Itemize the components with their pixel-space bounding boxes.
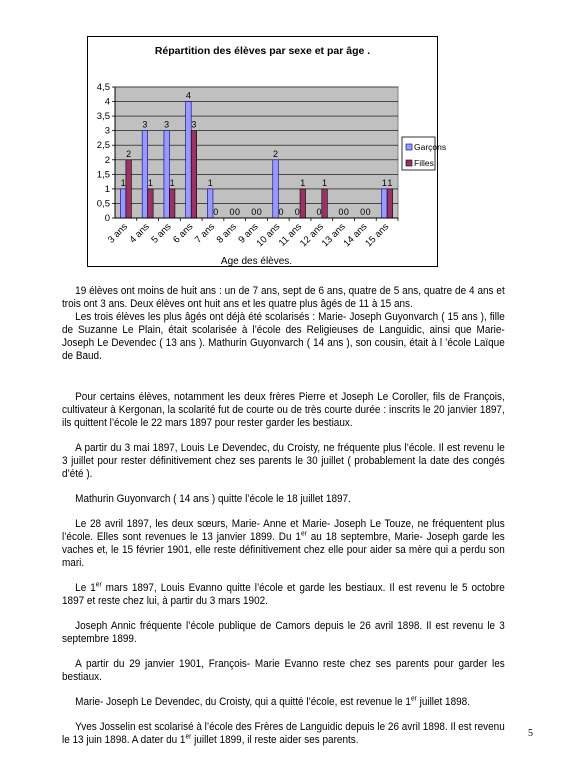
paragraph xyxy=(62,582,505,608)
data-label: 3 xyxy=(164,119,170,130)
data-label: 3 xyxy=(142,119,148,130)
data-label: 0 xyxy=(256,207,262,217)
x-tick-label: 9 ans xyxy=(236,221,261,246)
bar-garçons xyxy=(382,189,388,218)
bar-garçons xyxy=(186,102,192,218)
x-axis-label: Age des élèves. xyxy=(220,256,293,267)
plot-area xyxy=(115,87,398,218)
superscript: er xyxy=(300,530,307,538)
y-tick-label: 2,5 xyxy=(96,140,110,152)
data-label: 0 xyxy=(213,207,219,217)
bar-garçons xyxy=(207,189,213,218)
x-tick-label: 7 ans xyxy=(192,221,218,246)
paragraph xyxy=(62,518,505,570)
y-tick-label: 0 xyxy=(104,213,110,224)
data-label: 0 xyxy=(234,207,240,217)
paragraph: A partir du 29 janvier 1901, François- Marie Evanno reste chez ses parents pour garder les bestiaux. xyxy=(62,658,505,683)
paragraph: 19 élèves ont moins de huit ans : un de 7 ans, sept de 6 ans, quatre de 5 ans, quatre de 4 ans et trois ont 3 ans. Deux élèves ont huit ans et les quatre plus âgés de 11 à 15 ans. xyxy=(62,285,505,310)
paragraph-text: mars 1897, Louis Evanno quitte l’école et garde les bestiaux. Il est revenu le 5 octobre 1897 et reste chez lui, à partir du 3 mars 1902. xyxy=(62,582,505,607)
data-label: 1 xyxy=(169,177,175,188)
data-label: 1 xyxy=(322,177,328,188)
paragraph xyxy=(62,696,505,709)
x-tick-label: 12 ans xyxy=(297,221,326,250)
chart-container xyxy=(87,36,447,267)
y-tick-label: 3 xyxy=(104,125,110,137)
paragraph: A partir du 3 mai 1897, Louis Le Devendec, du Croisty, ne fréquente plus l’école. Il est revenu le 3 juillet pour rester définitivement chez ses parents le 30 juillet ( probablement la date des congés d’été ). xyxy=(62,442,505,480)
y-tick-label: 3,5 xyxy=(96,111,110,123)
legend-swatch xyxy=(406,144,412,150)
paragraph: Mathurin Guyonvarch ( 14 ans ) quitte l’école le 18 juillet 1897. xyxy=(75,493,351,505)
x-tick-label: 4 ans xyxy=(127,221,152,246)
x-tick-label: 8 ans xyxy=(214,221,239,246)
page-number: 5 xyxy=(528,728,533,739)
data-label: 1 xyxy=(300,177,306,188)
paragraph-text: Le 28 avril 1897, les deux sœurs, Marie- Anne et Marie- Joseph Le Touze, ne fréquentent plus l’école. Elles sont revenues le 13 janvier 1899. Du 1 xyxy=(62,518,505,543)
paragraph: Pour certains élèves, notamment les deux frères Pierre et Joseph Le Coroller, fils de François, cultivateur à Kergonan, la scolarité fut de courte ou de très courte durée : inscrits le 20 janvier 1897, ils quittent l’école le 22 mars 1897 pour rester garder les bestiaux. xyxy=(62,391,505,429)
data-label: 0 xyxy=(360,207,366,217)
data-label: 0 xyxy=(365,207,371,217)
x-tick-label: 10 ans xyxy=(254,221,283,250)
paragraph: Les trois élèves les plus âgés ont déjà été scolarisés : Marie- Joseph Guyonvarch ( 15 ans ), fille de Suzanne Le Plain, était scolarisée à l’école des Religieuses de Languidic, ainsi que Marie- Joseph Le Devendec ( 13 ans ). Mathurin Guyonvarch ( 14 ans ), son cousin, était à l ’école Laïque de Baud. xyxy=(62,311,505,362)
bar-filles xyxy=(169,189,175,218)
y-tick-label: 1,5 xyxy=(96,169,110,181)
bar-garçons xyxy=(273,160,279,218)
x-tick-label: 5 ans xyxy=(149,221,174,246)
bar-garçons xyxy=(164,131,170,218)
data-label: 0 xyxy=(294,207,300,217)
paragraph-text: Marie- Joseph Le Devendec, du Croisty, qui a quitté l’école, est revenue le 1 xyxy=(75,696,411,708)
x-tick-label: 6 ans xyxy=(171,221,196,246)
paragraph-text: Yves Josselin est scolarisé à l’école des Frères de Languidic depuis le 26 avril 1898. Il est revenu le 13 juin 1898. A dater du 1 xyxy=(62,721,505,746)
y-tick-label: 4 xyxy=(104,96,110,108)
superscript: er xyxy=(410,695,417,703)
legend-swatch xyxy=(406,160,412,166)
data-label: 0 xyxy=(278,207,284,217)
paragraph xyxy=(62,721,505,747)
x-tick-label: 3 ans xyxy=(105,221,131,246)
paragraph-text: juillet 1899, il reste aider ses parents. xyxy=(191,734,359,746)
superscript: er xyxy=(95,581,102,589)
data-label: 0 xyxy=(229,207,235,217)
bar-filles xyxy=(387,189,393,218)
bar-garçons xyxy=(120,189,126,218)
data-label: 1 xyxy=(387,177,393,188)
data-label: 4 xyxy=(185,90,191,101)
y-tick-label: 4,5 xyxy=(96,82,110,93)
bar-filles xyxy=(300,189,306,218)
x-tick-label: 15 ans xyxy=(363,221,392,250)
bar-garçons xyxy=(142,131,148,218)
bar-filles xyxy=(126,160,132,218)
data-label: 3 xyxy=(191,119,197,130)
chart-title: Répartition des élèves par sexe et par âge . xyxy=(154,45,371,57)
legend-label: Filles xyxy=(414,158,434,168)
bar-chart xyxy=(88,37,447,268)
x-tick-label: 14 ans xyxy=(341,221,370,250)
paragraph: Joseph Annic fréquente l’école publique de Camors depuis le 26 avril 1898. Il est revenu le 3 septembre 1899. xyxy=(62,620,505,645)
data-label: 1 xyxy=(381,177,387,188)
data-label: 2 xyxy=(273,148,279,159)
y-tick-label: 2 xyxy=(104,154,110,166)
bar-filles xyxy=(148,189,154,218)
document-body xyxy=(62,285,505,747)
x-tick-label: 13 ans xyxy=(319,221,348,250)
bar-filles xyxy=(191,131,197,218)
data-label: 1 xyxy=(120,177,126,188)
paragraph-text: juillet 1898. xyxy=(416,696,470,708)
data-label: 1 xyxy=(147,177,153,188)
paragraph-text: au 18 septembre, Marie- Joseph garde les vaches et, le 15 février 1901, elle reste définitivement chez elle pour aider sa mère qui a perdu son mari. xyxy=(62,531,505,569)
y-tick-label: 0,5 xyxy=(96,198,110,210)
data-label: 0 xyxy=(251,207,257,217)
data-label: 0 xyxy=(343,207,349,217)
data-label: 0 xyxy=(338,207,344,217)
data-label: 0 xyxy=(316,207,322,217)
data-label: 1 xyxy=(207,177,213,188)
x-tick-label: 11 ans xyxy=(276,221,305,249)
paragraph-text: Le 1 xyxy=(75,582,96,594)
bar-filles xyxy=(322,189,328,218)
superscript: er xyxy=(185,733,192,741)
data-label: 2 xyxy=(126,148,132,159)
legend-label: Garçons xyxy=(414,142,447,152)
y-tick-label: 1 xyxy=(104,183,110,195)
